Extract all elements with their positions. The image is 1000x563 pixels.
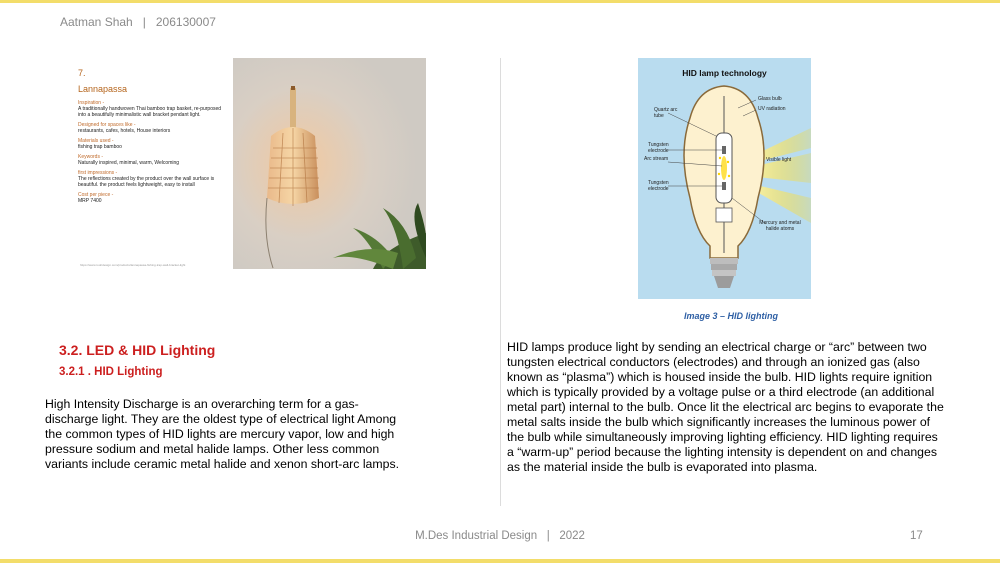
paragraph-left: High Intensity Discharge is an overarching term for a gas-discharge light. They are the oldest type of electrical light Among the common types of HID lights are mercury vapor, low and high pressure sodium and metal halide lamps. Other less common variants include ceramic metal halide and xenon short-arc lamps. [45, 397, 400, 471]
label-visible-light: Visible light [766, 157, 792, 163]
page-footer [0, 530, 1000, 542]
label-tungsten-top: Tungsten electrode [648, 142, 669, 154]
footer-year: 2022 [559, 530, 585, 542]
page-number: 17 [910, 530, 923, 542]
label-glass-bulb: Glass bulb [758, 96, 782, 102]
field-label: Cost per piece - [78, 192, 114, 198]
field-label: Keywords - [78, 154, 104, 160]
field-label: Materials used - [78, 138, 114, 144]
footer-program: M.Des Industrial Design [415, 530, 538, 542]
column-divider [500, 58, 501, 506]
paragraph-right: HID lamps produce light by sending an electrical charge or “arc” between two tungsten electrical conductors (electrodes) and through an ionized gas (also known as “plasma”) which is housed inside the bulb. HID lights require ignition which is typically provided by a voltage pulse or a third electrode (an additional metal part) internal to the bulb. Once lit the electrical arc begins to evaporate the metal salts inside the bulb which significantly increases the luminous power of the bulb while simultaneously improving lighting efficiency. HID lighting requires a “warm-up” period because the lighting intensity is dependent on and changes as the material inside the bulb is evaporated into plasma. [507, 340, 944, 474]
image-caption: Image 3 – HID lighting [684, 311, 779, 321]
header-separator: | [142, 15, 146, 29]
page-header [60, 15, 216, 29]
footer-separator: | [546, 530, 550, 542]
bottom-accent-bar [0, 559, 1000, 563]
field-value: The reflections created by the product over the wall surface is beautiful. the product feels lightweight, easy to install [78, 176, 215, 188]
product-number: 7. [78, 68, 86, 78]
product-fields [78, 100, 228, 204]
field-value: MRP 7400 [78, 198, 102, 204]
hid-lamp-diagram [638, 58, 811, 299]
product-card [78, 68, 228, 268]
subsection-heading: 3.2.1 . HID Lighting [59, 366, 163, 378]
field-value: A traditionally handwoven Thai bamboo trap basket, re-purposed into a beautifully minimalistic wall bracket pendant light. [78, 106, 222, 118]
field-value: Naturally inspired, minimal, warm, Welcoming [78, 160, 180, 166]
field-label: Inspiration - [78, 100, 105, 106]
field-value: restaurants, cafes, hotels, House interiors [78, 128, 171, 134]
label-tungsten-bottom: Tungsten electrode [648, 180, 669, 192]
product-name: Lannapassa [78, 84, 128, 94]
label-uv: UV radiation [758, 106, 786, 112]
label-mercury: Mercury and metal halide atoms [759, 220, 801, 232]
field-label: first impressions - [78, 170, 118, 176]
source-url: https://www.roohdesign.com/products/lannapassa-fishing-trap-wall-bracket-light [80, 263, 186, 267]
field-value: fishing trap bamboo [78, 144, 122, 150]
author-name: Aatman Shah [60, 15, 133, 29]
label-quartz: Quartz arc tube [654, 107, 678, 119]
field-label: Designed for spaces like - [78, 122, 136, 128]
diagram-title: HID lamp technology [682, 68, 767, 78]
student-id: 206130007 [155, 15, 216, 29]
lamp-photo [233, 58, 426, 269]
label-arc-stream: Arc stream [644, 156, 669, 162]
top-accent-bar [0, 0, 1000, 3]
section-heading: 3.2. LED & HID Lighting [59, 342, 216, 358]
